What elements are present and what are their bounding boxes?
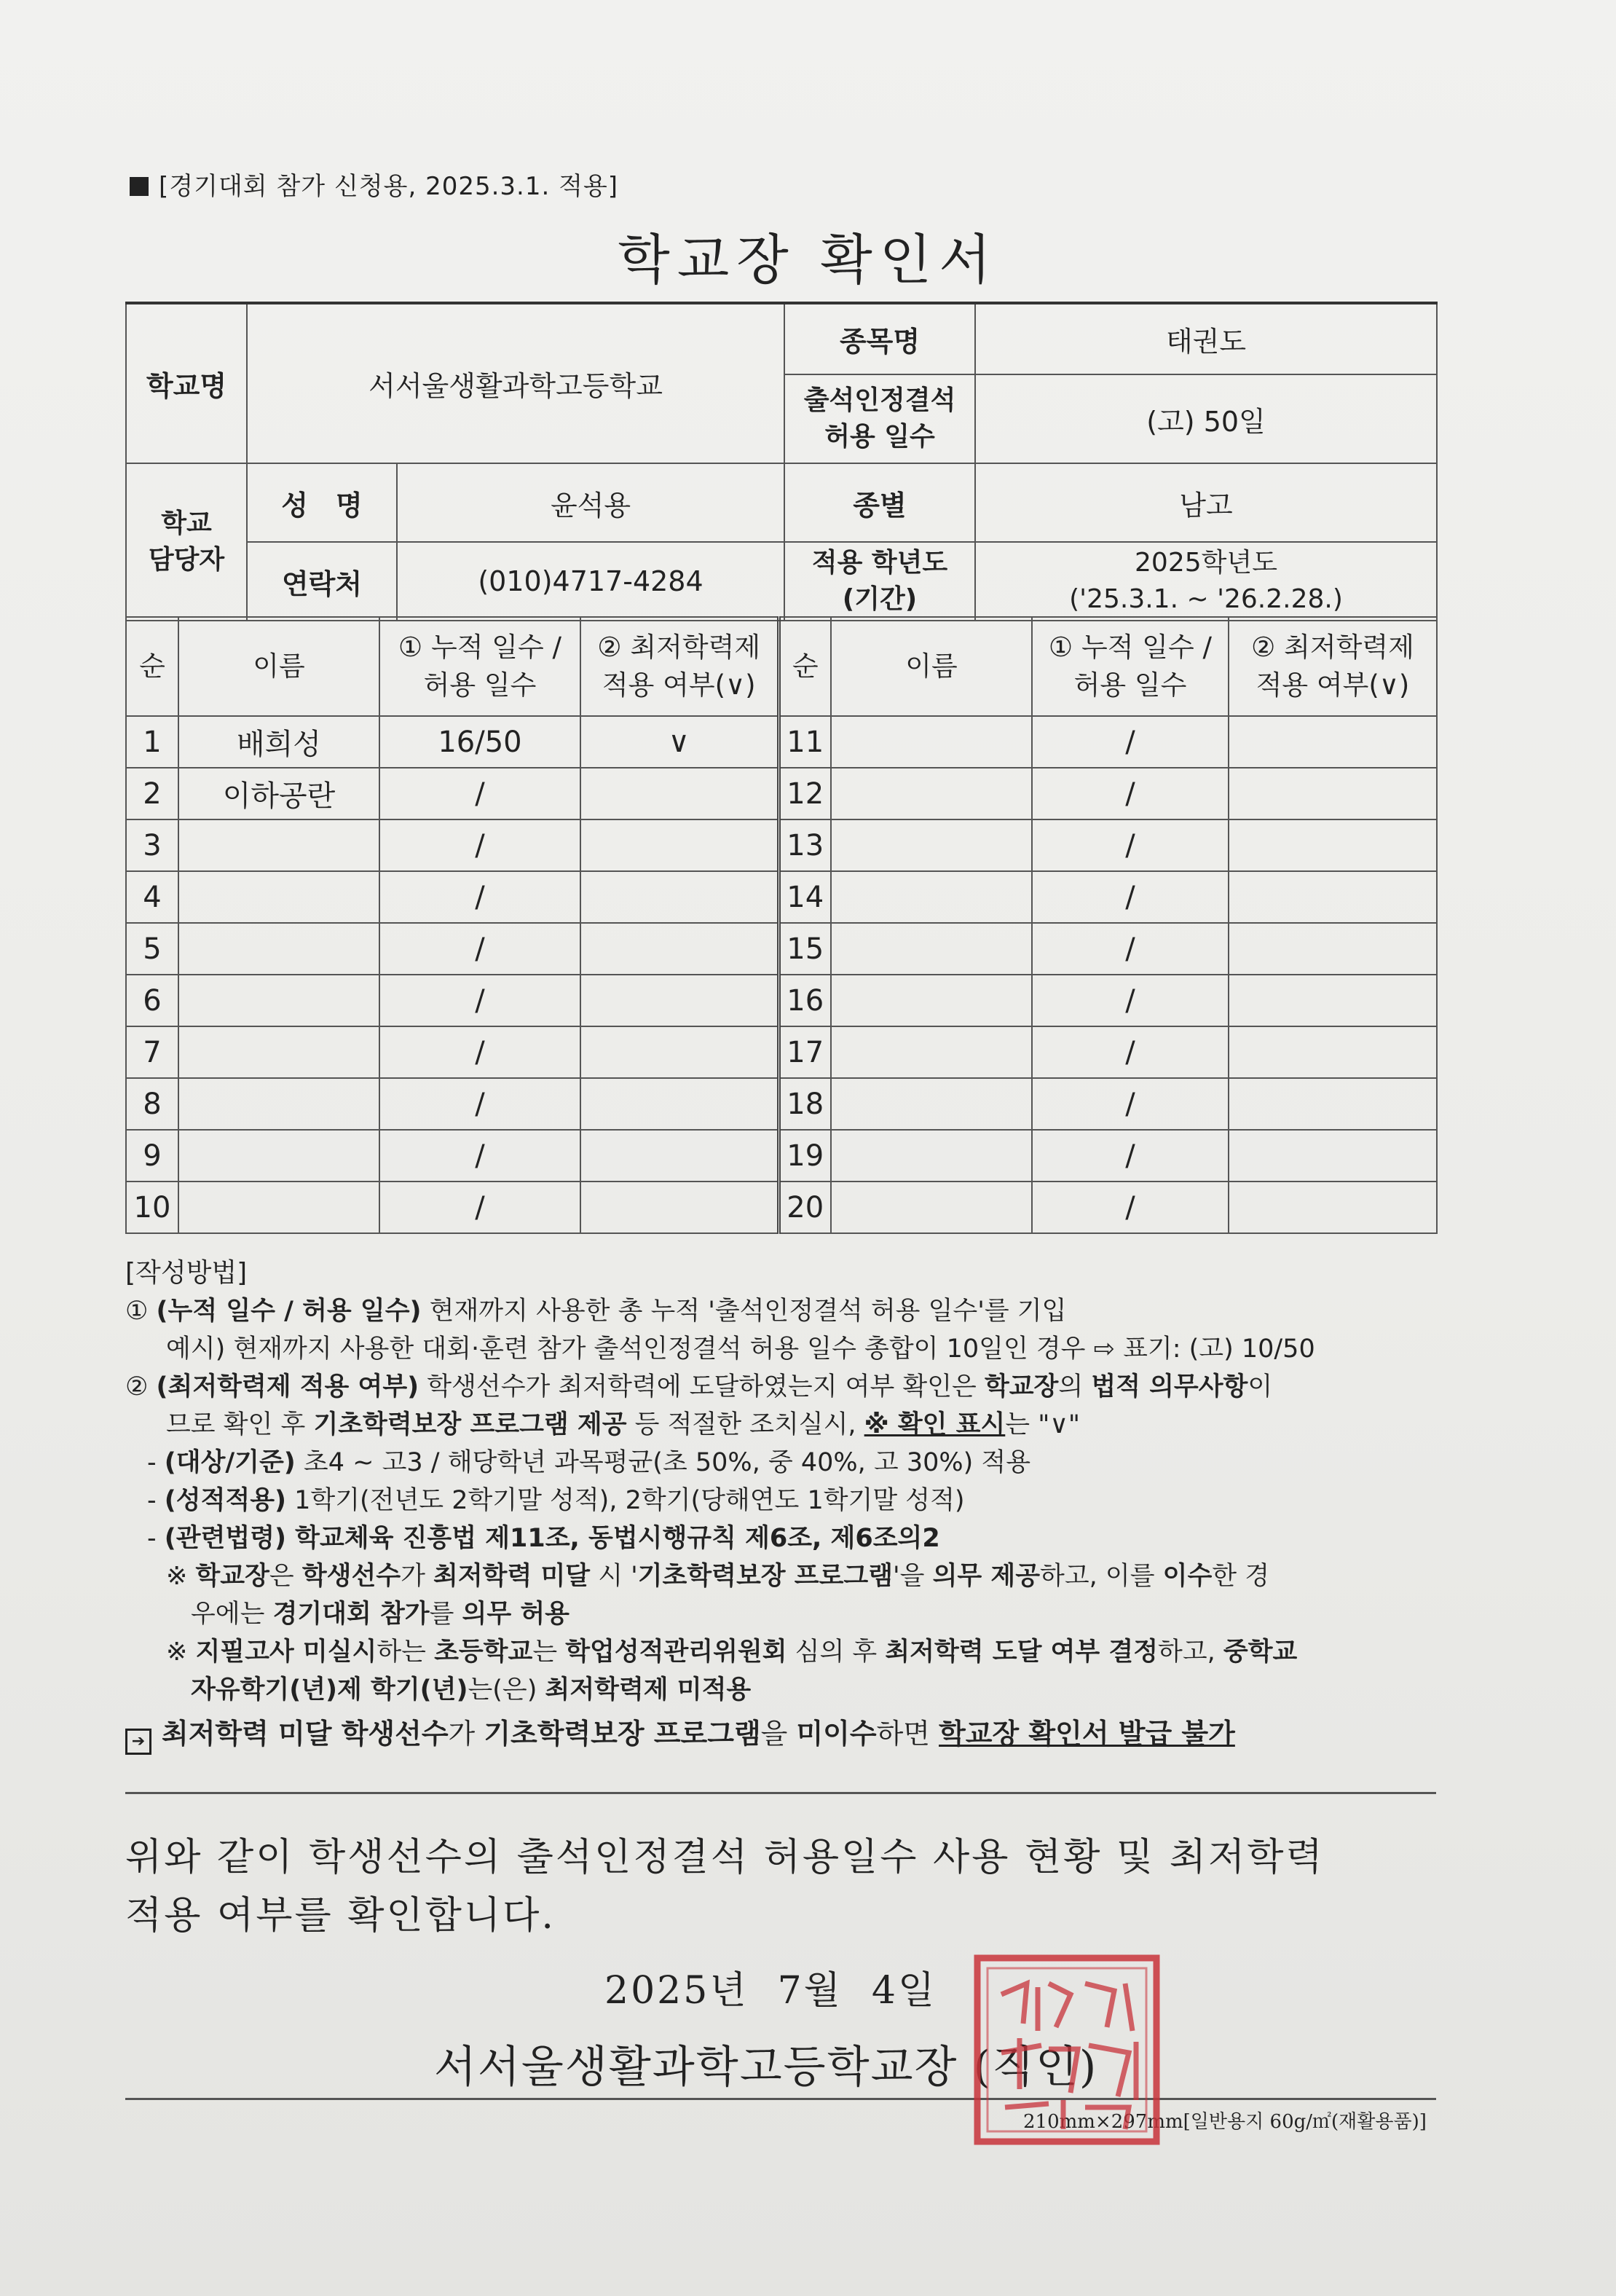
row-days: / xyxy=(379,1026,580,1078)
row-no-right: 19 xyxy=(779,1130,831,1182)
row-days-right: / xyxy=(1032,1078,1229,1130)
row-no-right: 14 xyxy=(779,871,831,923)
row-no-right: 20 xyxy=(779,1182,831,1233)
row-days: / xyxy=(379,975,580,1026)
row-no: 1 xyxy=(126,716,178,768)
header-name: 이름 xyxy=(178,617,379,716)
row-name-right xyxy=(831,819,1032,871)
row-no: 3 xyxy=(126,819,178,871)
row-no: 7 xyxy=(126,1026,178,1078)
row-days: / xyxy=(379,1078,580,1130)
row-min-standard xyxy=(580,819,779,871)
name-label: 성 명 xyxy=(247,463,397,542)
row-min-standard xyxy=(580,768,779,819)
row-min-standard-right xyxy=(1229,871,1437,923)
gender-value: 남고 xyxy=(975,463,1437,542)
row-min-standard-right xyxy=(1229,1130,1437,1182)
guide-line-5: - (대상/기준) 초4 ~ 고3 / 해당학년 과목평균(초 50%, 중 40%, 고 30%) 적용 xyxy=(147,1448,1031,1477)
table-row xyxy=(126,1130,1437,1182)
table-row xyxy=(126,871,1437,923)
confirmation-text: 위와 같이 학생선수의 출석인정결석 허용일수 사용 현황 및 최저학력 적용 여부를 확인합니다. xyxy=(125,1836,1325,1938)
table-row xyxy=(126,975,1437,1026)
row-name xyxy=(178,1182,379,1233)
row-days-right: / xyxy=(1032,1130,1229,1182)
row-name xyxy=(178,819,379,871)
row-days: / xyxy=(379,819,580,871)
row-days-right: / xyxy=(1032,768,1229,819)
guide-line-7: - (관련법령) 학교체육 진흥법 제11조, 동법시행규칙 제6조, 제6조의2 xyxy=(147,1524,940,1553)
row-days-right: / xyxy=(1032,975,1229,1026)
info-table xyxy=(125,302,1438,621)
guide-line-6: - (성적적용) 1학기(전년도 2학기말 성적), 2학기(당해연도 1학기말 성적) xyxy=(147,1486,965,1515)
guide-line-8: ※ 학교장은 학생선수가 최저학력 미달 시 '기초학력보장 프로그램'을 의무 제공하고, 이를 이수한 경 xyxy=(166,1562,1270,1591)
table-row xyxy=(126,1026,1437,1078)
event-label: 종목명 xyxy=(784,303,975,374)
header-no: 순 xyxy=(126,617,178,716)
row-min-standard xyxy=(580,871,779,923)
event-value: 태권도 xyxy=(975,303,1437,374)
row-days-right: / xyxy=(1032,716,1229,768)
gender-label: 종별 xyxy=(784,463,975,542)
school-label: 학교명 xyxy=(126,303,247,463)
signer-name: 서서울생활과학고등학교장 (직인) xyxy=(434,2042,1098,2093)
row-name xyxy=(178,1078,379,1130)
guide-line-1: ① (누적 일수 / 허용 일수) 현재까지 사용한 총 누적 '출석인정결석 허용 일수'를 기입 xyxy=(125,1297,1067,1326)
row-name-right xyxy=(831,1130,1032,1182)
black-square-icon xyxy=(130,177,149,196)
table-row xyxy=(126,768,1437,819)
row-days-right: / xyxy=(1032,1026,1229,1078)
row-name: 배희성 xyxy=(178,716,379,768)
date-year: 2025년 xyxy=(604,1969,749,2013)
header-note xyxy=(130,166,618,202)
allowed-days-value: (고) 50일 xyxy=(975,374,1437,463)
guide-line-10: ※ 지필고사 미실시하는 초등학교는 학업성적관리위원회 심의 후 최저학력 도달 여부 결정하고, 중학교 xyxy=(166,1638,1298,1667)
guide-line-11: 자유학기(년)제 학기(년)는(은) 최저학력제 미적용 xyxy=(191,1675,752,1705)
table-row xyxy=(126,1182,1437,1233)
row-no-right: 13 xyxy=(779,819,831,871)
header-note-text: [경기대회 참가 신청용, 2025.3.1. 적용] xyxy=(159,172,619,201)
row-min-standard: ∨ xyxy=(580,716,779,768)
row-no: 8 xyxy=(126,1078,178,1130)
row-name-right xyxy=(831,716,1032,768)
document-title: 학교장 확인서 xyxy=(618,229,998,291)
row-name-right xyxy=(831,1078,1032,1130)
student-list-table xyxy=(125,616,1438,1234)
row-min-standard xyxy=(580,1130,779,1182)
row-days: / xyxy=(379,871,580,923)
allowed-days-label: 출석인정결석 허용 일수 xyxy=(784,374,975,463)
contact-value: (010)4717-4284 xyxy=(397,542,784,621)
row-name-right xyxy=(831,871,1032,923)
name-value: 윤석용 xyxy=(397,463,784,542)
table-row xyxy=(126,716,1437,768)
row-min-standard xyxy=(580,923,779,975)
row-no-right: 18 xyxy=(779,1078,831,1130)
row-no: 5 xyxy=(126,923,178,975)
row-name-right xyxy=(831,975,1032,1026)
guide-warning: ➔ 최저학력 미달 학생선수가 기초학력보장 프로그램을 미이수하면 학교장 확인서 발급 불가 xyxy=(125,1715,1436,1755)
table-row xyxy=(126,819,1437,871)
guide-line-9: 우에는 경기대회 참가를 의무 허용 xyxy=(191,1600,569,1629)
guide-line-2: 예시) 현재까지 사용한 대회·훈련 참가 출석인정결석 허용 일수 총합이 10일인 경우 ⇨ 표기: (고) 10/50 xyxy=(166,1334,1315,1364)
year-label: 적용 학년도 (기간) xyxy=(784,542,975,621)
row-days: / xyxy=(379,1130,580,1182)
row-no-right: 11 xyxy=(779,716,831,768)
row-min-standard-right xyxy=(1229,923,1437,975)
row-no: 2 xyxy=(126,768,178,819)
row-no-right: 17 xyxy=(779,1026,831,1078)
writing-guide xyxy=(125,1254,1436,1755)
row-min-standard-right xyxy=(1229,768,1437,819)
table-row xyxy=(126,1078,1437,1130)
date-day: 4일 xyxy=(871,1969,937,2013)
row-name xyxy=(178,1130,379,1182)
row-name-right xyxy=(831,1182,1032,1233)
guide-line-4: 므로 확인 후 기초학력보장 프로그램 제공 등 적절한 조치실시, ※ 확인 표시는 "∨" xyxy=(166,1410,1081,1439)
row-name xyxy=(178,975,379,1026)
row-name-right xyxy=(831,1026,1032,1078)
header-days: ① 누적 일수 / 허용 일수 xyxy=(379,617,580,716)
row-min-standard-right xyxy=(1229,819,1437,871)
arrow-box-icon: ➔ xyxy=(125,1729,151,1755)
row-days: / xyxy=(379,768,580,819)
official-seal-icon xyxy=(969,1951,1165,2147)
row-min-standard xyxy=(580,975,779,1026)
row-no-right: 15 xyxy=(779,923,831,975)
row-name-right xyxy=(831,923,1032,975)
row-min-standard-right xyxy=(1229,1026,1437,1078)
school-value: 서서울생활과학고등학교 xyxy=(247,303,784,463)
table-row xyxy=(126,923,1437,975)
row-name-right xyxy=(831,768,1032,819)
row-name xyxy=(178,1026,379,1078)
date-month: 7월 xyxy=(777,1969,843,2013)
header-days-right: ① 누적 일수 / 허용 일수 xyxy=(1032,617,1229,716)
header-min-standard-right: ② 최저학력제 적용 여부(∨) xyxy=(1229,617,1437,716)
guide-title: [작성방법] xyxy=(125,1258,248,1288)
row-days: / xyxy=(379,923,580,975)
header-no-right: 순 xyxy=(779,617,831,716)
row-no: 9 xyxy=(126,1130,178,1182)
row-name xyxy=(178,923,379,975)
divider-top xyxy=(125,1792,1436,1794)
contact-label: 연락처 xyxy=(247,542,397,621)
row-days-right: / xyxy=(1032,819,1229,871)
row-min-standard-right xyxy=(1229,716,1437,768)
row-min-standard-right xyxy=(1229,1182,1437,1233)
year-value: 2025학년도 ('25.3.1. ~ '26.2.28.) xyxy=(975,542,1437,621)
list-header-row xyxy=(126,617,1437,716)
row-no: 10 xyxy=(126,1182,178,1233)
row-days: / xyxy=(379,1182,580,1233)
row-days-right: / xyxy=(1032,871,1229,923)
row-no-right: 12 xyxy=(779,768,831,819)
row-no: 6 xyxy=(126,975,178,1026)
row-min-standard xyxy=(580,1078,779,1130)
row-days-right: / xyxy=(1032,923,1229,975)
issue-date xyxy=(604,1959,966,2014)
header-name-right: 이름 xyxy=(831,617,1032,716)
header-min-standard: ② 최저학력제 적용 여부(∨) xyxy=(580,617,779,716)
row-name xyxy=(178,871,379,923)
row-days: 16/50 xyxy=(379,716,580,768)
manager-label: 학교 담당자 xyxy=(126,463,247,621)
row-name: 이하공란 xyxy=(178,768,379,819)
guide-line-3: ② (최저학력제 적용 여부) 학생선수가 최저학력에 도달하였는지 여부 확인은 학교장의 법적 의무사항이 xyxy=(125,1372,1273,1401)
row-min-standard-right xyxy=(1229,975,1437,1026)
divider-bottom xyxy=(125,2098,1436,2100)
row-days-right: / xyxy=(1032,1182,1229,1233)
row-no: 4 xyxy=(126,871,178,923)
student-rows xyxy=(126,716,1437,1233)
row-min-standard-right xyxy=(1229,1078,1437,1130)
paper-spec-footer: 210mm×297mm[일반용지 60g/㎡(재활용품)] xyxy=(1023,2111,1427,2133)
row-min-standard xyxy=(580,1182,779,1233)
row-no-right: 16 xyxy=(779,975,831,1026)
row-min-standard xyxy=(580,1026,779,1078)
